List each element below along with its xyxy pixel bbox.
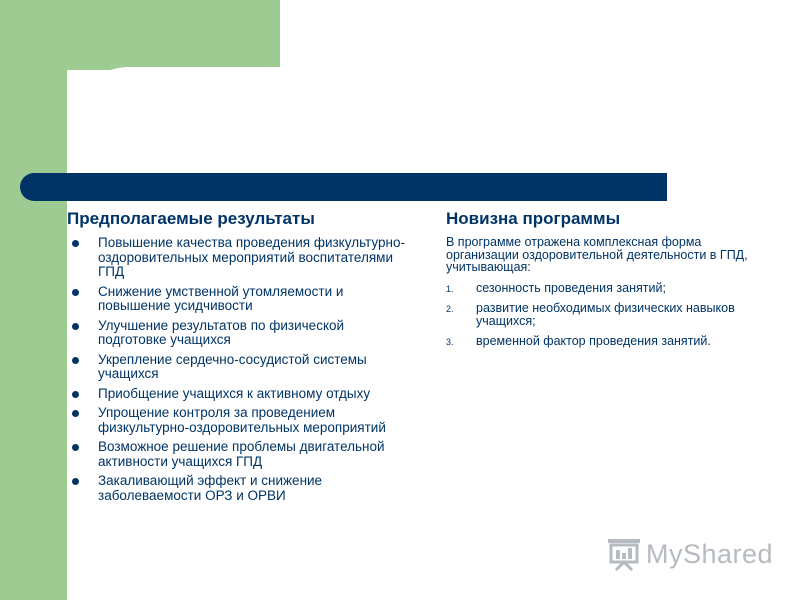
title-bar <box>20 173 667 201</box>
list-item-text: Укрепление сердечно-сосудистой системы учащихся <box>98 351 367 381</box>
novelty-column <box>446 208 776 356</box>
novelty-list <box>446 282 776 348</box>
list-item-text: сезонность проведения занятий; <box>476 280 666 295</box>
list-item <box>67 353 407 382</box>
list-item <box>67 474 407 503</box>
list-item-text: Упрощение контроля за проведением физкультурно-оздоровительных мероприятий <box>98 405 386 435</box>
results-column <box>67 208 407 508</box>
list-item <box>67 440 407 469</box>
bullet-icon <box>72 289 79 296</box>
list-item <box>67 319 407 348</box>
results-heading: Предполагаемые результаты <box>67 209 315 228</box>
results-list <box>67 236 407 503</box>
bullet-icon <box>72 478 79 485</box>
novelty-heading: Новизна программы <box>446 209 621 228</box>
bullet-icon <box>72 240 79 247</box>
list-item-text: Возможное решение проблемы двигательной активности учащихся ГПД <box>98 439 385 469</box>
bullet-icon <box>72 357 79 364</box>
list-item-number: 2. <box>446 304 454 314</box>
bullet-icon <box>72 323 79 330</box>
list-item <box>67 285 407 314</box>
list-item-text: Приобщение учащихся к активному отдыху <box>98 385 371 401</box>
list-item-number: 3. <box>446 337 454 347</box>
list-item <box>446 282 776 295</box>
list-item-text: Улучшение результатов по физической подготовке учащихся <box>98 317 345 347</box>
list-item-text: развитие необходимых физических навыков учащихся; <box>476 301 735 328</box>
bullet-icon <box>72 444 79 451</box>
list-item <box>67 406 407 435</box>
presentation-board-icon <box>606 537 642 571</box>
novelty-intro: В программе отражена комплексная форма организации оздоровительной деятельности в ГПД, учитывающая: <box>446 235 748 274</box>
watermark-text: MyShared <box>646 538 774 569</box>
list-item <box>446 335 776 348</box>
list-item-text: Закаливающий эффект и снижение заболеваемости ОРЗ и ОРВИ <box>98 473 323 503</box>
list-item-number: 1. <box>446 283 454 294</box>
list-item <box>67 236 407 280</box>
green-side-band <box>0 0 67 600</box>
list-item-text: Снижение умственной утомляемости и повышение усидчивости <box>98 283 344 313</box>
bullet-icon <box>72 391 79 398</box>
list-item-text: Повышение качества проведения физкультурно-оздоровительных мероприятий воспитателями ГПД <box>98 235 405 279</box>
list-item-text: временной фактор проведения занятий. <box>476 334 711 348</box>
green-top-band <box>0 0 280 70</box>
watermark-logo <box>606 535 776 573</box>
bullet-icon <box>72 410 79 417</box>
list-item <box>67 387 407 402</box>
list-item <box>446 302 776 327</box>
